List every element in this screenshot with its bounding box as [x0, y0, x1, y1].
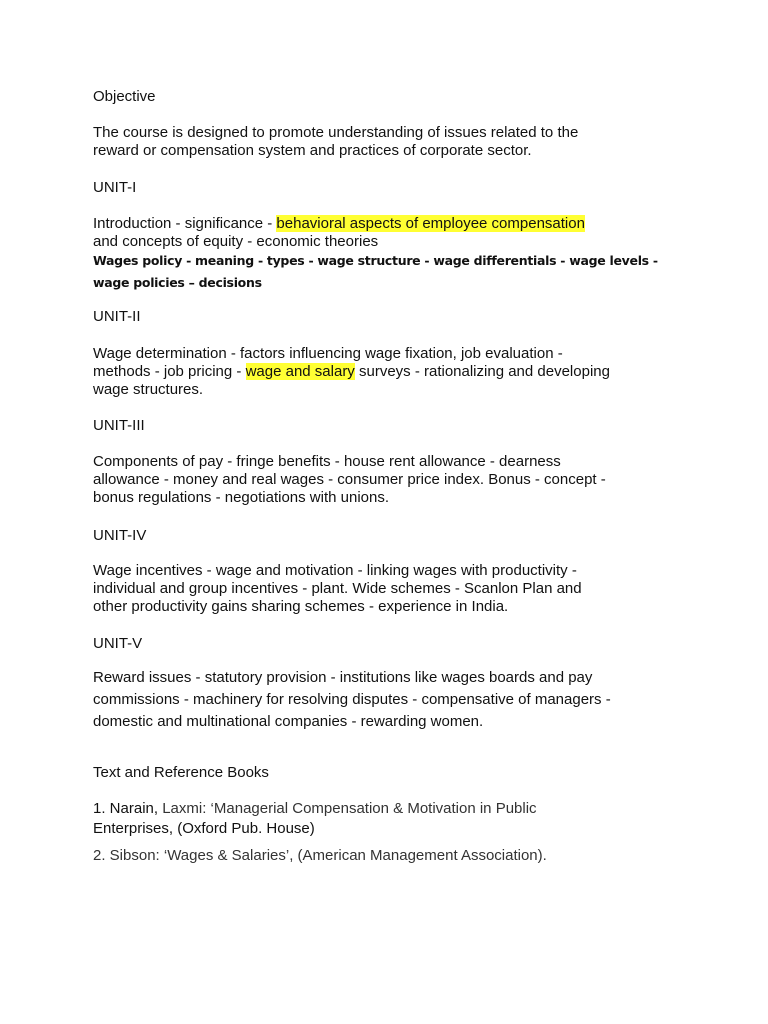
unit-1-wages-policy-line-2: wage policies – decisions [93, 275, 262, 290]
unit-2-line-2-text-b: surveys - rationalizing and developing [354, 363, 610, 380]
unit-5-line-3: domestic and multinational companies - rewarding women. [93, 713, 484, 730]
unit-5-line-2: commissions - machinery for resolving disputes - compensative of managers - [93, 691, 611, 708]
books-heading: Text and Reference Books [93, 764, 269, 781]
book-1-line-2: Enterprises, (Oxford Pub. House) [93, 820, 315, 837]
unit-2-title: UNIT-II [93, 308, 141, 325]
highlight-behavioral-aspects: behavioral aspects of employee compensation [276, 215, 585, 232]
unit-1-line-1 [93, 215, 585, 233]
unit-2-line-3: wage structures. [93, 381, 204, 398]
unit-4-title: UNIT-IV [93, 527, 147, 544]
objective-text-line-1: The course is designed to promote understanding of issues related to the [93, 124, 579, 141]
objective-text-line-2: reward or compensation system and practices of corporate sector. [93, 142, 532, 159]
book-2-line: 2. Sibson: ‘Wages & Salaries’, (American Management Association). [93, 847, 547, 864]
objective-heading: Objective [93, 88, 156, 105]
unit-1-line-1-text: Introduction - significance - [93, 215, 277, 232]
unit-5-line-1: Reward issues - statutory provision - institutions like wages boards and pay [93, 669, 593, 686]
book-1-line-1 [93, 800, 537, 818]
unit-2-line-2 [93, 363, 610, 381]
unit-3-title: UNIT-III [93, 417, 145, 434]
unit-4-line-1: Wage incentives - wage and motivation - linking wages with productivity - [93, 562, 577, 579]
unit-3-line-1: Components of pay - fringe benefits - house rent allowance - dearness [93, 453, 561, 470]
unit-1-title: UNIT-I [93, 179, 137, 196]
unit-1-wages-policy-line-1: Wages policy - meaning - types - wage structure - wage differentials - wage levels - [93, 253, 658, 268]
unit-1-line-2: and concepts of equity - economic theories [93, 233, 379, 250]
unit-2-line-1: Wage determination - factors influencing wage fixation, job evaluation - [93, 345, 563, 362]
unit-3-line-3: bonus regulations - negotiations with unions. [93, 489, 390, 506]
unit-4-line-3: other productivity gains sharing schemes - experience in India. [93, 598, 509, 615]
unit-2-line-2-text-a: methods - job pricing - [93, 363, 246, 380]
highlight-wage-and-salary: wage and salary [245, 363, 355, 380]
book-1-title-part: Laxmi: ‘Managerial Compensation & Motivation in Public [162, 800, 537, 817]
book-1-number-author: 1. Narain, [93, 800, 163, 817]
unit-5-title: UNIT-V [93, 635, 143, 652]
unit-4-line-2: individual and group incentives - plant. Wide schemes - Scanlon Plan and [93, 580, 582, 597]
unit-3-line-2: allowance - money and real wages - consumer price index. Bonus - concept - [93, 471, 606, 488]
